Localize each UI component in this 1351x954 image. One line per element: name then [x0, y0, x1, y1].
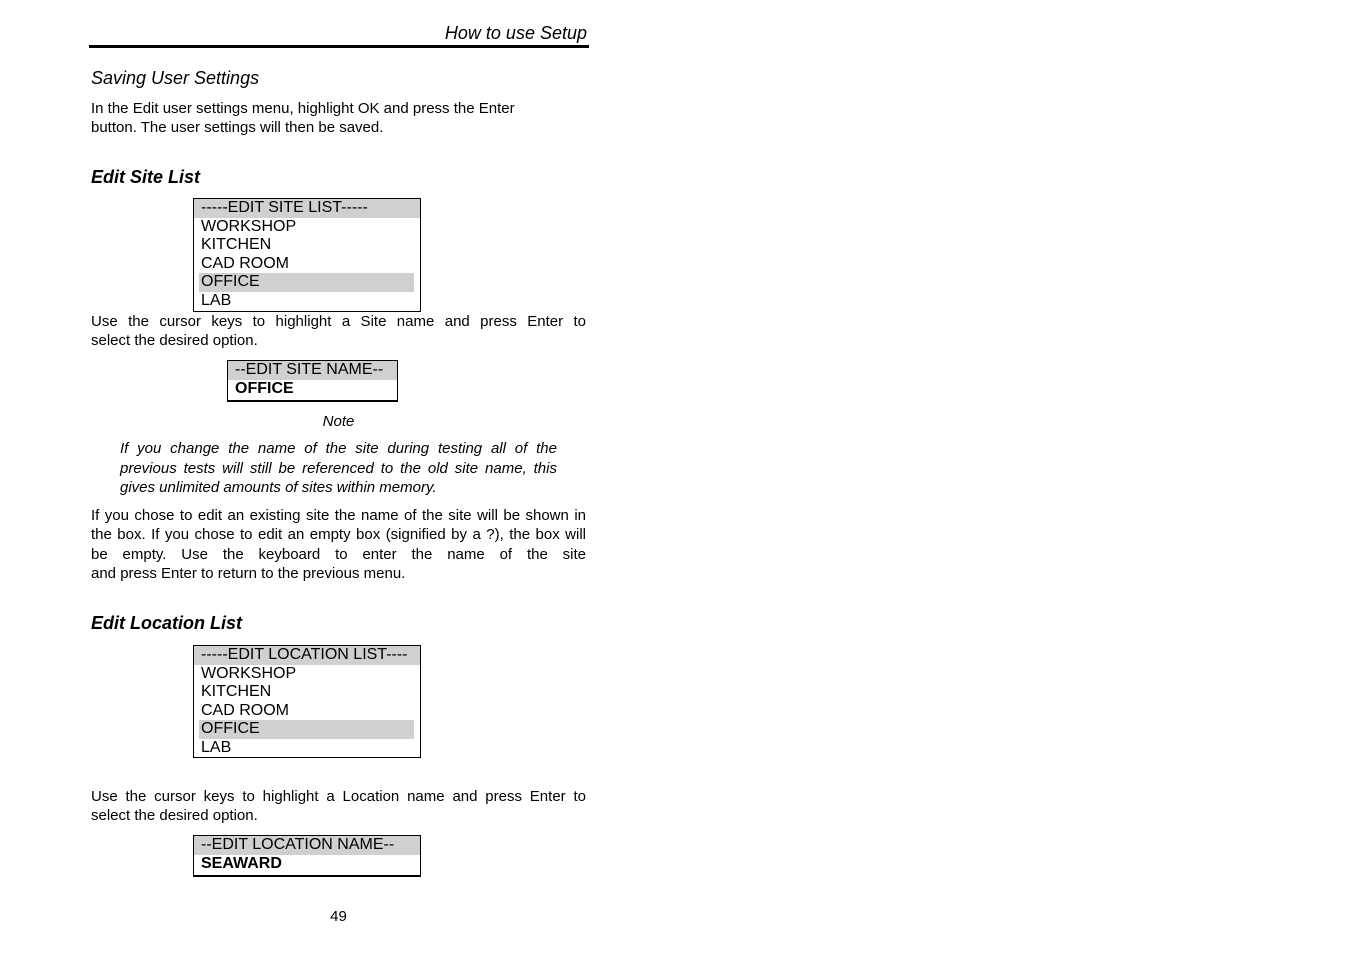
- note-label: Note: [322, 413, 355, 430]
- location-list-instruction-line1: Use the cursor keys to highlight a Location name and press Enter to: [91, 788, 586, 805]
- location-name-box: [193, 835, 421, 877]
- site-edit-text-line1: If you chose to edit an existing site the name of the site will be shown: [91, 507, 569, 524]
- location-name-box-title: --EDIT LOCATION NAME--: [194, 836, 420, 855]
- location-list-box: [193, 645, 421, 758]
- page-header-title: How to use Setup: [444, 23, 587, 43]
- location-list-item[interactable]: CAD ROOM: [201, 701, 289, 719]
- site-edit-text: [91, 506, 586, 584]
- saving-heading: Saving User Settings: [91, 68, 260, 88]
- location-list-item[interactable]: KITCHEN: [201, 683, 272, 700]
- site-name-value[interactable]: OFFICE: [235, 379, 294, 397]
- site-list-heading: Edit Site List: [91, 167, 201, 187]
- location-list-box-title: -----EDIT LOCATION LIST----: [194, 646, 420, 665]
- location-list-instruction-line2: select the desired option.: [91, 807, 258, 825]
- site-name-box-title: --EDIT SITE NAME--: [228, 361, 397, 380]
- header-divider: [89, 45, 589, 48]
- location-list-item[interactable]: LAB: [201, 738, 232, 756]
- site-list-instruction-line1: Use the cursor keys to highlight a Site name and press Enter to: [91, 313, 586, 330]
- site-edit-text-line3: box will be empty. Use the keyboard to enter the name of the site: [91, 526, 586, 563]
- note-text: If you change the name of the site during testing all of the previous tests will still be referenced to the old site name, this gives unlimited amounts of sites within memory.: [120, 440, 557, 496]
- site-list-box: [193, 198, 421, 312]
- saving-text: In the Edit user settings menu, highlight OK and press the Enter button. The user settings will then be saved.: [91, 100, 515, 137]
- site-list-instruction: [91, 312, 586, 351]
- location-list-item[interactable]: WORKSHOP: [201, 664, 297, 682]
- site-edit-text-line4: and press Enter to return to the previous menu.: [91, 565, 406, 583]
- site-edit-text-line2: in the box. If you chose to edit an empty box (signified by a ?), the: [91, 507, 586, 544]
- site-name-box: [227, 360, 398, 402]
- site-list-item-selected[interactable]: OFFICE: [199, 273, 414, 292]
- site-list-item[interactable]: KITCHEN: [201, 236, 272, 253]
- site-list-item[interactable]: CAD ROOM: [201, 254, 289, 272]
- site-list-item[interactable]: LAB: [201, 291, 232, 309]
- site-list-item[interactable]: WORKSHOP: [201, 217, 297, 235]
- site-list-box-title: -----EDIT SITE LIST-----: [194, 199, 420, 218]
- location-name-value[interactable]: SEAWARD: [201, 854, 282, 872]
- location-list-instruction: [91, 787, 586, 826]
- site-list-instruction-line2: select the desired option.: [91, 332, 258, 350]
- location-list-item-selected[interactable]: OFFICE: [199, 720, 414, 739]
- location-list-heading: Edit Location List: [91, 613, 242, 633]
- page-number: 49: [330, 908, 347, 925]
